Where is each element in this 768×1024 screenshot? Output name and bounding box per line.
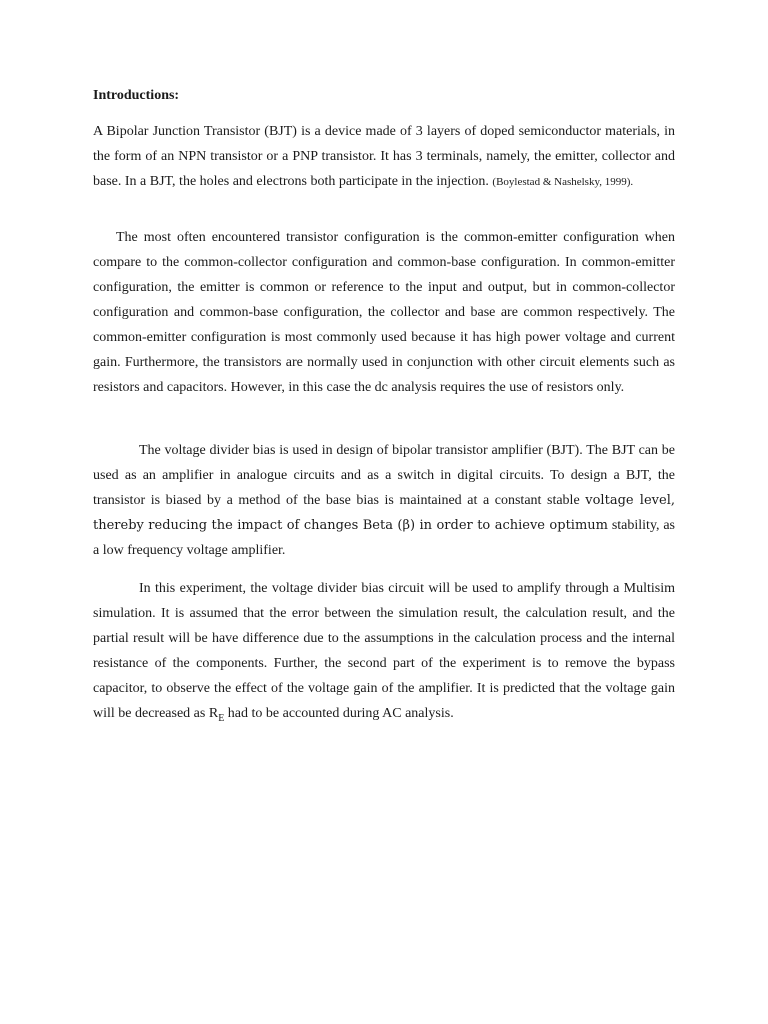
paragraph-configuration: The most often encountered transistor configuration is the common-emitter configuration when compare to the common-collector configuration and common-base configuration. In common-emitter configuration, the emitter is common or reference to the input and output, but in common-collector configuration and common-base configuration, the collector and base are common respectively. The common-emitter configuration is most commonly used because it has high power voltage and current gain. Furthermore, the transistors are normally used in conjunction with other circuit elements such as resistors and capacitors. However, in this case the dc analysis requires the use of resistors only. [93,230,675,395]
paragraph-experiment-text-a: In this experiment, the voltage divider bias circuit will be used to amplify through a Multisim simulation. It is assumed that the error between the simulation result, the calculation result, and the partial result will be have difference due to the assumptions in the calculation process and the internal resistance of the components. Further, the second part of the experiment is to remove the bypass capacitor, to observe the effect of the voltage gain of the amplifier. It is predicted that the voltage gain will be decreased as R [93,581,675,721]
section-heading: Introductions: [93,88,180,103]
paragraph-intro-text: A Bipolar Junction Transistor (BJT) is a device made of 3 layers of doped semiconductor materials, in the form of an NPN transistor or a PNP transistor. It has 3 terminals, namely, the emitter, collector and base. In a BJT, the holes and electrons both participate in the injection. [93,124,675,189]
paragraph-voltage-divider [93,438,675,563]
paragraph-experiment [93,576,675,726]
paragraph-voltage-divider-text-a: The voltage divider bias is used in design of bipolar transistor amplifier (BJT). The BJT can be used as an amplifier in analogue circuits and as a switch in digital circuits. To design a BJT, the transistor is biased by a method of the base bias is maintained at a constant stable [93,443,675,508]
paragraph-intro [93,119,675,195]
paragraph-experiment-text-b: had to be accounted during AC analysis. [224,706,454,721]
paragraph-voltage-divider-text-c: stability, as a low frequency voltage amplifier. [93,518,676,558]
subscript-e: E [218,712,225,724]
citation: (Boylestad & Nashelsky, 1999). [492,176,634,188]
paragraph-voltage-divider-text-b: voltage level, thereby reducing the impact of changes Beta (β) in order to achieve optimum [93,493,675,533]
